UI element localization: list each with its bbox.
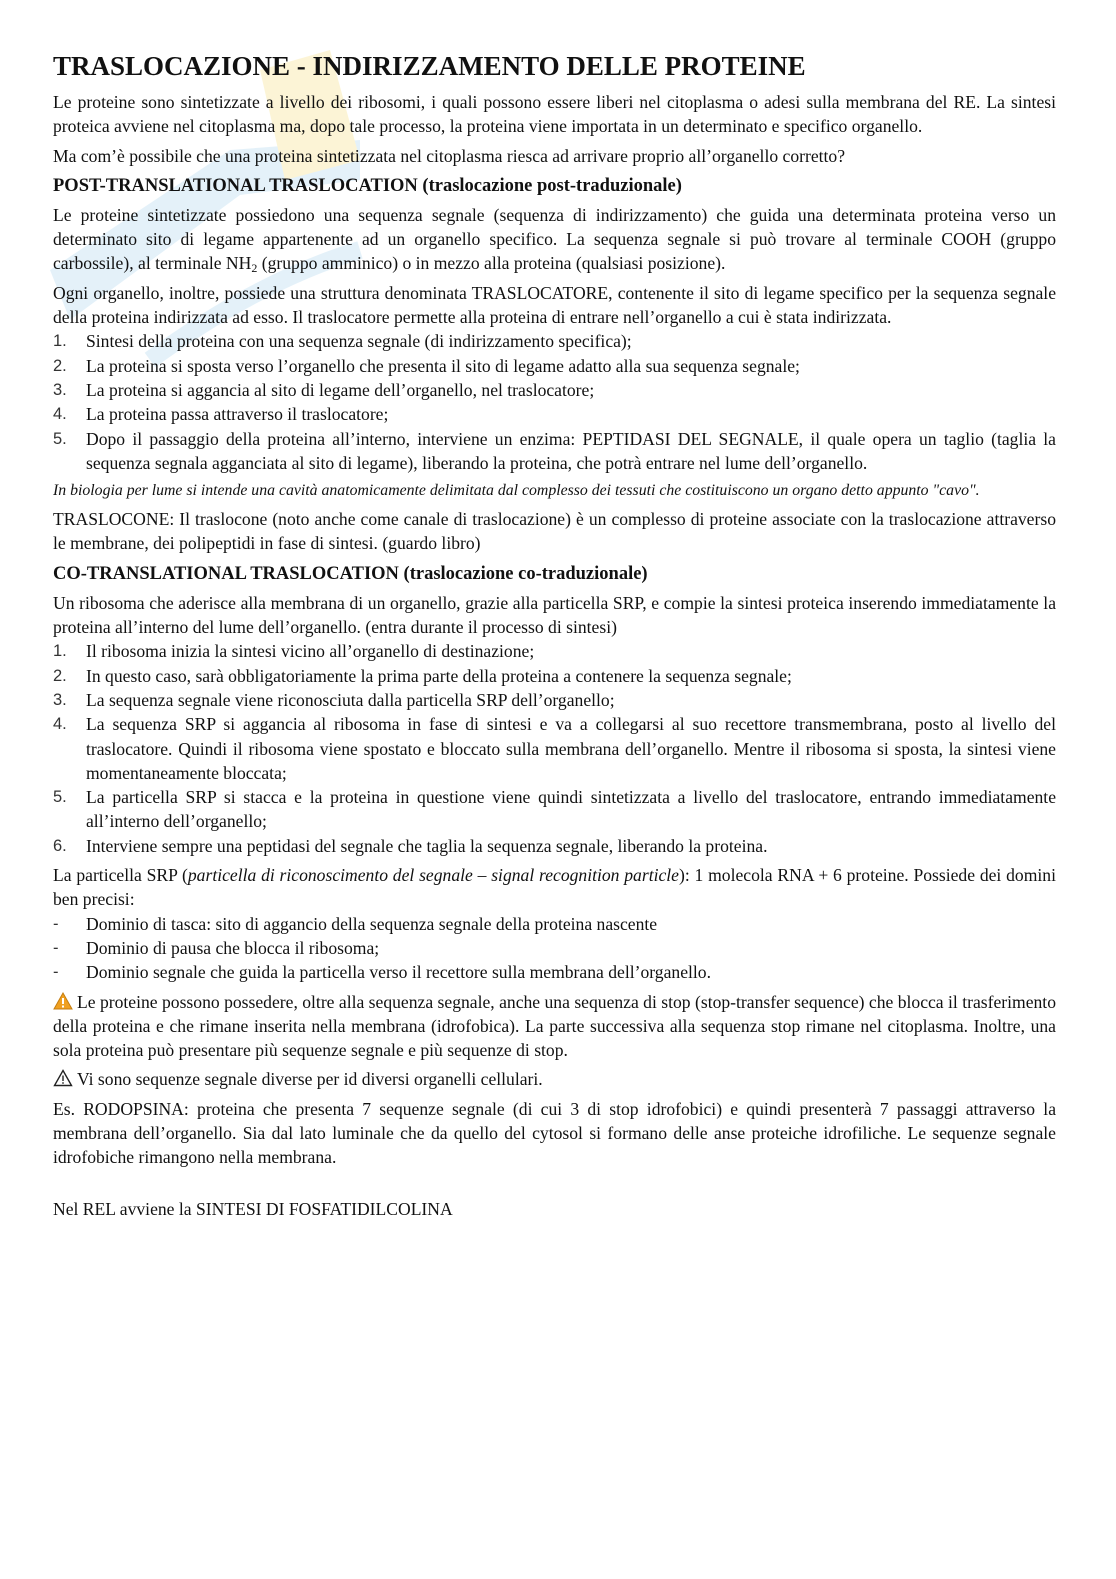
- list-item: - Dominio segnale che guida la particella verso il recettore sulla membrana dell’organello.: [53, 962, 711, 983]
- warning-outline-icon: [53, 1069, 73, 1087]
- list-item: 4. La sequenza SRP si aggancia al ribosoma in fase di sintesi e va a collegarsi al suo recettore transmembrana, posto al livello del traslocatore. Quindi il ribosoma viene spostato e bloccato sulla membrana dell’organello. Mentre il ribosoma si sposta, la sintesi viene momentaneamente bloccata;: [53, 714, 1056, 783]
- organelle-warning: Vi sono sequenze segnale diverse per id diversi organelli cellulari.: [53, 1067, 1056, 1091]
- traslocone-paragraph: TRASLOCONE: Il traslocone (noto anche come canale di traslocazione) è un complesso di proteine associate con la traslocazione attraverso le membrane, dei polipeptidi in fase di sintesi. (guardo libro): [53, 509, 1056, 554]
- stop-sequence-warning: Le proteine possono possedere, oltre alla sequenza segnale, anche una sequenza di stop (stop-transfer sequence) che blocca il trasferimento della proteina e che rimane inserita nella membrana (idrofobica). La parte successiva alla sequenza stop rimane nel citoplasma. Inoltre, una sola proteina può presentare più sequenze segnale e più sequenze di stop.: [53, 991, 1056, 1061]
- list-item: 4. La proteina passa attraverso il traslocatore;: [53, 404, 389, 425]
- list-item: 2. La proteina si sposta verso l’organello che presenta il sito di legame adatto alla sua sequenza segnale;: [53, 355, 800, 376]
- post-paragraph-1: Le proteine sintetizzate possiedono una sequenza segnale (sequenza di indirizzamento) che guida una determinata proteina verso un determinato sito di legame appartenente ad un organello specifico. La sequenza segnale si può trovare al terminale COOH (gruppo carbossile), al terminale $NH_2$ (gruppo amminico) o in mezzo alla proteina (qualsiasi posizione).: [53, 204, 1056, 276]
- list-item: 5. Dopo il passaggio della proteina all’interno, interviene un enzima: PEPTIDASI DEL SEGNALE, il quale opera un taglio (taglia la sequenza segnala agganciata al sito di legame), liberando la proteina, che potrà entrare nel lume dell’organello.: [53, 428, 1056, 473]
- list-item: - Dominio di tasca: sito di aggancio della sequenza segnale della proteina nascente: [53, 913, 658, 934]
- post-translational-heading: POST-TRANSLATIONAL TRASLOCATION (traslocazione post-traduzionale): [53, 175, 682, 196]
- co-paragraph-1: Un ribosoma che aderisce alla membrana di un organello, grazie alla particella SRP, e compie la sintesi proteica inserendo immediatamente la proteina all’interno del lume dell’organello. (entra durante il processo di sintesi): [53, 592, 1056, 638]
- post-paragraph-2: Ogni organello, inoltre, possiede una struttura denominata TRASLOCATORE, contenente il sito di legame specifico per la sequenza segnale della proteina indirizzata ad esso. Il traslocatore permette alla proteina di entrare nell’organello a cui è stata indirizzata.: [53, 282, 1056, 328]
- intro-paragraph: Le proteine sono sintetizzate a livello dei ribosomi, i quali possono essere liberi nel citoplasma o adesi sulla membrana del RE. La sintesi proteica avviene nel citoplasma ma, dopo tale processo, la proteina viene importata in un determinato e specifico organello.: [53, 92, 1056, 137]
- srp-paragraph: La particella SRP (particella di riconoscimento del segnale – signal recognition particle): 1 molecola RNA + 6 proteine. Possiede dei domini ben precisi:: [53, 865, 1056, 910]
- list-item: 1. Sintesi della proteina con una sequenza segnale (di indirizzamento specifica);: [53, 331, 632, 352]
- list-item: 5. La particella SRP si stacca e la proteina in questione viene quindi sintetizzata a livello del traslocatore, entrando immediatamente all’interno dell’organello;: [53, 787, 1056, 832]
- co-translational-heading: CO-TRANSLATIONAL TRASLOCATION (traslocazione co-traduzionale): [53, 563, 648, 584]
- co-steps-list: [53, 639, 1056, 858]
- warning-icon: [53, 992, 73, 1010]
- list-item: 1. Il ribosoma inizia la sintesi vicino all’organello di destinazione;: [53, 641, 535, 662]
- post-steps-list: [53, 329, 1056, 475]
- intro-question: Ma com’è possibile che una proteina sintetizzata nel citoplasma riesca ad arrivare proprio all’organello corretto?: [53, 145, 846, 166]
- list-item: 3. La sequenza segnale viene riconosciuta dalla particella SRP dell’organello;: [53, 689, 615, 710]
- rel-paragraph: Nel REL avviene la SINTESI DI FOSFATIDILCOLINA: [53, 1198, 453, 1219]
- list-item: - Dominio di pausa che blocca il ribosoma;: [53, 937, 380, 958]
- spacer: [53, 1175, 1056, 1197]
- list-item: 2. In questo caso, sarà obbligatoriamente la prima parte della proteina a contenere la sequenza segnale;: [53, 665, 792, 686]
- list-item: 3. La proteina si aggancia al sito di legame dell’organello, nel traslocatore;: [53, 379, 595, 400]
- srp-domains-list: [53, 912, 1056, 985]
- list-item: 6. Interviene sempre una peptidasi del segnale che taglia la sequenza segnale, liberando la proteina.: [53, 835, 768, 856]
- lume-note: In biologia per lume si intende una cavità anatomicamente delimitata dal complesso dei tessuti che costituiscono un organo detto appunto "cavo".: [53, 482, 980, 500]
- rodopsina-paragraph: Es. RODOPSINA: proteina che presenta 7 sequenze segnale (di cui 3 di stop idrofobici) e quindi presenterà 7 passaggi attraverso la membrana dell’organello. Sia dal lato luminale che da quello del cytosol si formano delle anse proteiche idrofiliche. Le sequenze segnale idrofobiche rimangono nella membrana.: [53, 1098, 1056, 1168]
- page-title: TRASLOCAZIONE - INDIRIZZAMENTO DELLE PROTEINE: [53, 51, 806, 81]
- document-page: [53, 48, 1056, 1226]
